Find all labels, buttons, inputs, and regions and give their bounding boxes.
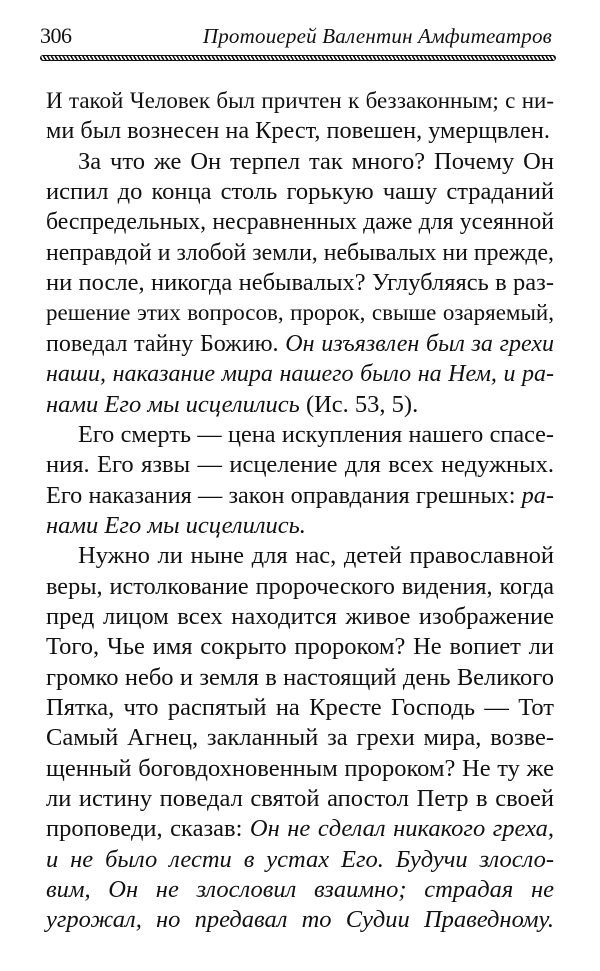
text-line <box>46 147 554 177</box>
line-text: (Ис. 53, 5). <box>299 390 419 418</box>
italic-quote-text: наши, наказание мира нашего было на Нем, и ра- <box>46 361 554 388</box>
line-text: беспредельных, несравненных даже для усеянной <box>46 209 554 236</box>
line-text: И такой Человек был причтен к беззаконным; с ни- <box>46 88 554 113</box>
italic-quote-text: ра- <box>521 481 554 509</box>
text-line <box>46 754 554 784</box>
line-text: громко небо и земля в настоящий день Великого <box>46 663 554 691</box>
text-line <box>46 632 554 662</box>
text-line <box>46 207 554 237</box>
line-text: щенный боговдохновенным пророком? Не ту же <box>46 754 554 782</box>
text-line <box>46 238 554 268</box>
ornamental-rope-rule <box>40 55 556 61</box>
line-text: Нужно ли ныне для нас, детей православной <box>78 542 554 570</box>
text-line <box>46 814 554 844</box>
italic-quote-text: угрожал, но предавал то Судии Праведному. <box>46 906 554 934</box>
italic-quote-text: Он не сделал никакого греха, <box>249 815 554 843</box>
page-number: 306 <box>40 23 72 48</box>
italic-quote-text: нами Его мы исцелились <box>46 390 300 418</box>
line-text: Пятка, что распятый на Кресте Господь — Тот <box>46 694 554 721</box>
text-line <box>46 875 554 905</box>
text-line <box>46 845 554 875</box>
line-text: пред лицом всех находится живое изображение <box>46 602 554 630</box>
page-header <box>40 22 556 52</box>
line-text: Его наказания — закон оправдания грешных: <box>46 481 522 509</box>
text-line <box>46 693 554 723</box>
line-text: ли истину поведал святой апостол Петр в своей <box>46 785 554 813</box>
line-text: решение этих вопросов, пророк, свыше озаряемый, <box>46 300 554 326</box>
text-line <box>46 511 554 541</box>
line-text: неправдой и злобой земли, небывалых ни прежде, <box>46 239 554 266</box>
italic-quote-text: и не было лести в устах Его. Будучи злосло- <box>46 845 554 873</box>
text-line <box>46 723 554 753</box>
text-line <box>46 359 554 389</box>
line-text: ни после, никогда небывалых? Углубляясь в раз- <box>46 269 554 297</box>
italic-quote-text: вим, Он не злословил взаимно; страдая не <box>46 876 554 904</box>
text-line <box>46 602 554 632</box>
text-line <box>46 572 554 602</box>
text-line <box>46 116 554 146</box>
line-text: проповеди, сказав: <box>46 815 250 843</box>
line-text: Его смерть — цена искупления нашего спасе- <box>78 420 554 448</box>
line-text: За что же Он терпел так много? Почему Он <box>78 147 554 175</box>
line-text: испил до конца столь горькую чашу страданий <box>46 178 554 206</box>
text-line <box>46 268 554 298</box>
text-line <box>46 905 554 935</box>
italic-quote-text: Он изъязвлен был за грехи <box>285 330 554 357</box>
text-line <box>46 541 554 571</box>
italic-quote-text: нами Его мы исцелились. <box>46 511 306 539</box>
line-text: Того, Чье имя сокрыто пророком? Не вопиет ли <box>46 633 554 661</box>
text-line <box>46 663 554 693</box>
running-title: Протоиерей Валентин Амфитеатров <box>202 24 552 48</box>
line-text: ми был вознесен на Крест, повешен, умерщвлен. <box>46 117 550 145</box>
text-line <box>46 329 554 359</box>
text-line <box>46 298 554 328</box>
line-text: поведал тайну Божию. <box>46 330 286 357</box>
line-text: веры, истолкование пророческого видения, когда <box>46 572 554 600</box>
text-line <box>46 450 554 480</box>
text-line <box>46 481 554 511</box>
text-line <box>46 784 554 814</box>
line-text: Самый Агнец, закланный за грехи мира, возве- <box>46 724 554 752</box>
line-text: ния. Его язвы — исцеление для всех недужных. <box>46 451 554 479</box>
text-line <box>46 390 554 420</box>
text-line <box>46 420 554 450</box>
text-line <box>46 177 554 207</box>
text-line <box>46 86 554 116</box>
